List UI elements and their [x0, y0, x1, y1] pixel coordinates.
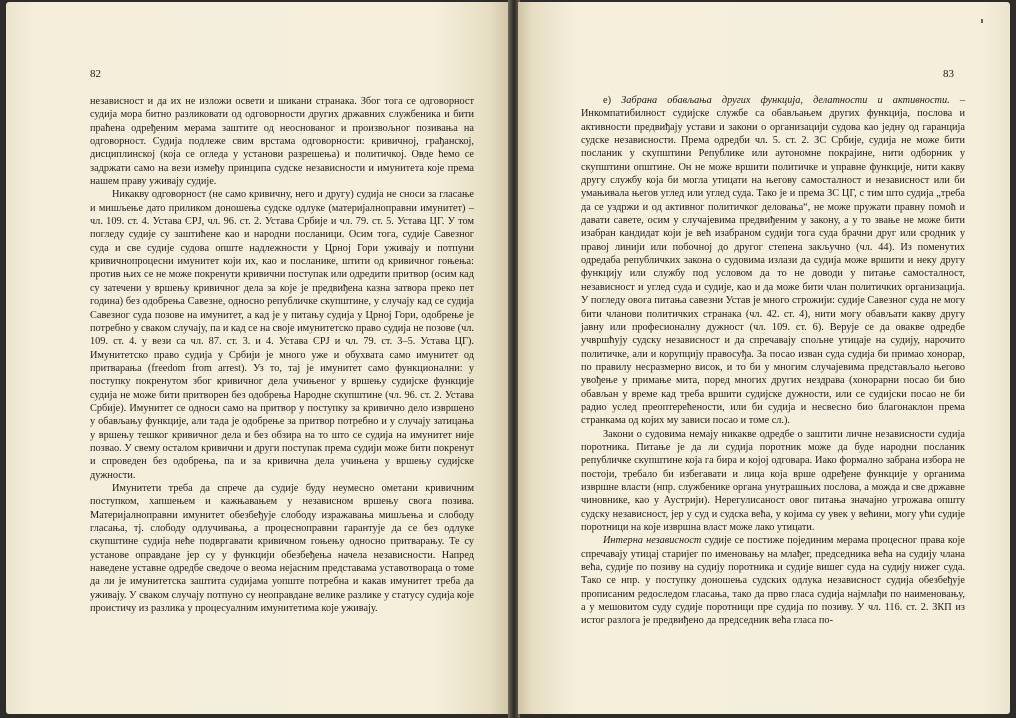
- section-heading: Забрана обављања других функција, делатности и активности.: [621, 95, 950, 106]
- page-number-right: 83: [943, 68, 954, 80]
- left-page: [6, 2, 510, 714]
- section-label: е): [603, 95, 622, 106]
- page-mark: [981, 19, 983, 23]
- section-paragraph: [581, 94, 965, 428]
- page-number-left: 82: [90, 68, 101, 80]
- paragraph: независност и да их не изложи освети и шикани странака. Због тога се одговорност судија мора битно разликовати од одговорности других државних службеника и бити праћена одређеним мерама заштите од неоснованог и произвољног позивања на одговорност. Судија подлеже свим врстама одговорности: кривичној, грађанској, дисциплинској (која се огледа у установи разрешења) и политичкој. Овде ћемо се задржати само на вези између принципа судске независности и имунитета које према нашем праву уживају судије.: [90, 96, 474, 188]
- paragraph-body: судије се постиже појединим мерама процесног права које спречавају утицај старијег по именовању на млађег, председника већа на судију члана већа, судије по позиву на судију поротника и судије вишег суда на судију нижег суда. Тако се нпр. у поступку доношења судских одлука независност судија обезбеђује прописаним редоследом гласања, тако да прво гласа судија најмлађи по наименовању, а у мешовитом суду судије поротници пре судија по позиву. У чл. 116. ст. 2. ЗКП из истог разлога је предвиђено да председник већа гласа по-: [581, 535, 965, 627]
- paragraph: [581, 534, 965, 627]
- paragraph: Никакву одговорност (не само кривичну, него и другу) судија не сноси за гласање и мишљење дато приликом доношења судске одлуке (материјалноправни имунитет) – чл. 109. ст. 4. Устава СРЈ, чл. 96. ст. 2. Устава Србије и чл. 79. ст. 5. Устава ЦГ. У том погледу судије су заштићене као и народни посланици. Осим тога, судије Савезног суда и све судије судова опште надлежности у Црној Гори уживају и потпуни кривичнопроцесни имунитет који их, као и посланике, штити од кривичног гоњења: против њих се не може покренути кривични поступак или одредити притвор (осим кад су затечени у вршењу кривичног дела за које је предвиђена казна затвора преко пет година) без одобрења Савезне, односно републичке скупштине, у случају кад се судија Савезног суда позове на имунитет, а кад је у питању судија у Црној Гори, одобрење је потребно у сваком случају, па и кад се на своје имунитетско право судија не позове (чл. 109. ст. 4. у вези са чл. 87. ст. 3. и 4. Устава СРЈ и чл. 79. ст. 3–5. Устава ЦГ). Имунитетско право судија у Србији је много уже и обухвата само имунитет од притварања (freedom from arrest). Уз то, тај је имунитет само функционални: у поступку покренутом због кривичног дела учињеног у вршењу судијске функције судија не може бити притворен без одобрења Народне скупштине (чл. 96. ст. 2. Устава Србије). Имунитет се односи само на притвор у поступку за кривично дело извршено у обављању функције, али тада је одобрење за притвор потребно и у случају затицања у вршењу тешког кривичног дела и без обзира на то што се судија на имунитет није позвао. У свему осталом кривични и други поступак према судији може бити покренут и спроведен без одобрења, па и за кривична дела учињена у вршењу судијске дужности.: [90, 189, 474, 481]
- section-body: – Инкомпатибилност судијске службе са обављањем других функција, послова и активности предвиђају устави и закони о организацији судова као једну од гаранција судске независности. Према одредби чл. 5. ст. 2. ЗС Србије, судија не може бити посланик у скупштини Републике или аутономне покрајине, нити одборник у скупштини општине. Он не може вршити политичке и управне функције, нити какву другу службу која би могла утицати на његову самосталност и независност или би умањивала његов углед или углед суда. Тако је и према ЗС ЦГ, с тим што судија „треба да се уздржи и од активног политичког деловања“, не може пружати правну помоћ и давати савете, осим у случајевима предвиђеним у закону, а у то звање не може бити изабран кандидат који је већ изабраном судији тога суда брачни друг или сродник у правој линији или побочној до другог степена закључно (чл. 44). Из поменутих одредаба републичких закона о судовима излази да судија може вршити и неку другу функцију или службу под условом да то не доводи у питање самосталност, независност и углед суда и судије, као и да може бити члан политичких организација. У погледу овога питања савезни Устав је много строжији: судије Савезног суда не могу бити чланови политичких странака (чл. 42. ст. 4), нити могу обављати какву другу јавну или професионалну дужност (чл. 109. ст. 6). Верује се да овакве одредбе учвршћују судску независност и да спречавају спољне утицаје на судију, нарочито политичке, али и корупцију правосуђа. За посао изван суда судија би примао хонорар, по правилу несразмерно висок, и то би у многим случајевима представљало његово увођење у примање мита, поред многих других нездрава (хонорарни посао би био обављан у време кад треба вршити судијске дужности, или се судијски посао не би радио услед преоптерећености, или би судија и несвесно био благонаклон према странкама од којих му зависи посао и томе сл.).: [581, 95, 965, 427]
- right-page: [518, 2, 1010, 714]
- right-page-text: [581, 94, 965, 628]
- emphasis-term: Интерна независност: [603, 535, 702, 547]
- paragraph: Имунитети треба да спрече да судије буду неумесно ометани кривичним поступком, хапшењем и кажњавањем у независном вршењу свога позива. Материјалноправни имунитет обезбеђује слободу изражавања мишљења и слободу гласања, тј. слободу одлучивања, а процесноправни гарантује да се без одлуке скупштине судија неће подвргавати кривичном гоњењу односно притварању. Те су установе оправдане јер су у функцији обезбеђења начела независности. Напред наведене уставне одредбе сведоче о веома нејасним представама уставотвораца о томе да ли је имунитетска заштита судијама уопште потребна и какав имунитет треба да уживају. У сваком случају потпуно су неоправдане велике разлике у статусу судија које проистичу из разлика у процесуалним имунитетима које уживају.: [90, 482, 474, 615]
- left-page-text: [90, 95, 474, 615]
- paragraph: Закони о судовима немају никакве одредбе о заштити личне независности судија поротника. Питање је да ли судија поротник може да буде народни посланик републичке скупштине која га бира и којој одговара. Иако формално забрана избора не постоји, требало би избегавати и лица која врше одређене функције у органима извршне власти (нпр. службенике органа унутрашњих послова, а можда и све државне чиновнике, као у Аустрији). Нерегулисаност овог питања значајно угрожава општу судску независност, јер у суд и судска већа, у којима су увек у већини, могу ући судије поротници на које извршна власт може лако утицати.: [581, 428, 965, 533]
